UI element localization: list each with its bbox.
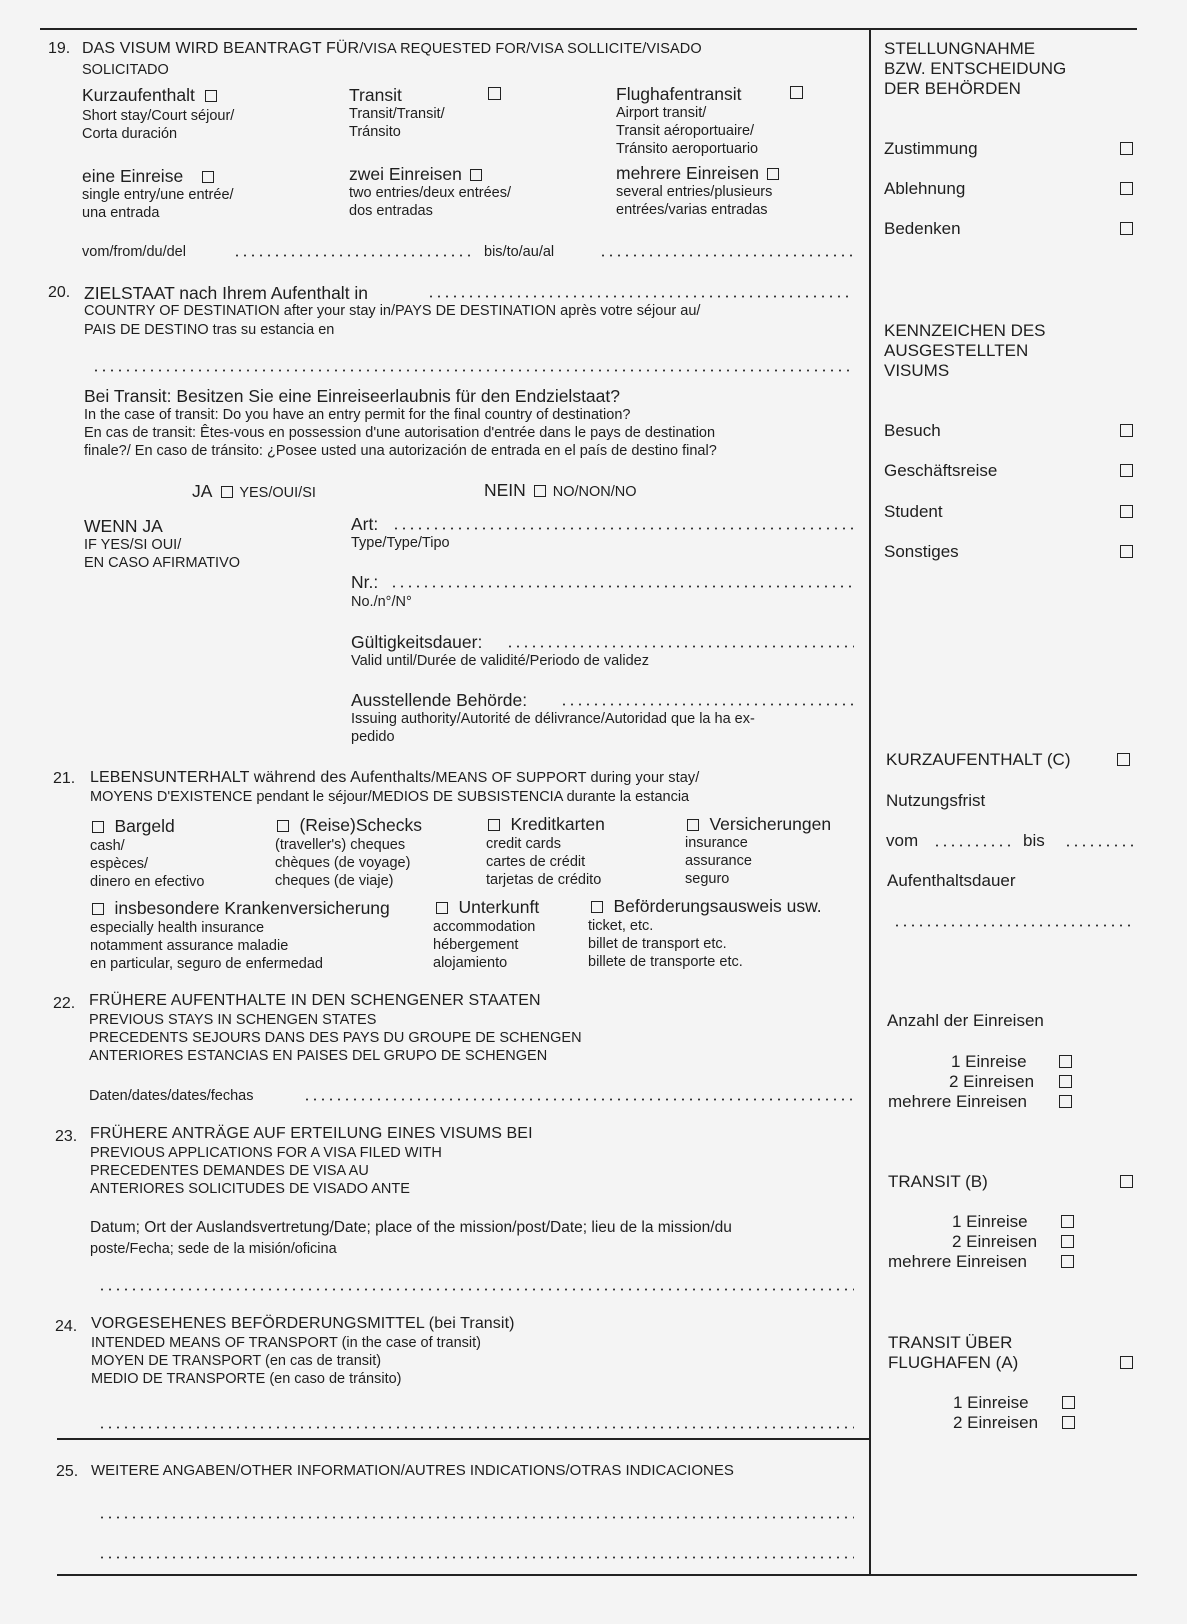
section-21-line2: MOYENS D'EXISTENCE pendant le séjour/MEDIOS DE SUBSISTENCIA durante la estancia [90,789,690,805]
datum-field[interactable] [98,1288,854,1291]
zwei-einreisen-sub1: two entries/deux entrées/ [349,185,512,201]
bargeld-sub2: espèces/ [90,856,149,872]
krankenversicherung-sub3: en particular, seguro de enfermedad [90,956,323,972]
kurzaufenthalt-label: Kurzaufenthalt [82,85,195,105]
befoerderungsausweis-sub2: billet de transport etc. [588,936,727,952]
zielstaat-field[interactable] [92,369,854,372]
ausstellende-label: Ausstellende Behörde: [351,690,528,710]
nein-rest: NO/NON/NO [552,484,637,500]
stellungnahme-heading-1: STELLUNGNAHME [884,39,1036,58]
vom-field[interactable] [233,254,473,257]
b-2-einreisen-checkbox[interactable] [1061,1235,1074,1248]
section-25-rule [57,1438,871,1440]
sonstiges-label: Sonstiges [884,542,959,561]
option-schecks[interactable] [277,815,422,836]
befoerderungsausweis-sub3: billete de transporte etc. [588,954,743,970]
section-19-number: 19. [48,40,71,57]
zwei-einreisen-sub2: dos entradas [349,203,433,219]
weitere-angaben-field-2[interactable] [98,1556,854,1559]
gueltigkeit-field[interactable] [506,645,854,648]
unterkunft-label: Unterkunft [458,897,540,917]
krankenversicherung-sub1: especially health insurance [90,920,265,936]
section-24-number: 24. [55,1318,78,1335]
nr-field[interactable] [390,585,854,588]
ja-rest: YES/OUI/SI [239,485,316,501]
anzahl-einreisen-label: Anzahl der Einreisen [887,1011,1044,1030]
schecks-sub1: (traveller's) cheques [275,837,406,853]
section-24-line2: INTENDED MEANS OF TRANSPORT (in the case of transit) [91,1335,481,1351]
ausstellende-sub1: Issuing authority/Autorité de délivrance/Autoridad que la ha ex- [351,711,755,727]
sonstiges-checkbox[interactable] [1120,545,1133,558]
if-yes-label: IF YES/SI OUI/ [84,537,182,553]
kreditkarten-checkbox[interactable] [488,819,500,831]
en-caso-label: EN CASO AFIRMATIVO [84,555,241,571]
stellungnahme-heading-3: DER BEHÖRDEN [884,79,1021,98]
bedenken-label: Bedenken [884,219,961,238]
versicherungen-label: Versicherungen [709,814,832,834]
option-zwei-einreisen[interactable] [349,164,482,185]
section-22-line2: PREVIOUS STAYS IN SCHENGEN STATES [89,1012,377,1028]
c-mehrere-einreisen-label: mehrere Einreisen [888,1092,1027,1111]
vom-label: vom/from/du/del [82,244,186,260]
art-sub: Type/Type/Tipo [351,535,450,551]
b-1-einreise-label: 1 Einreise [952,1212,1028,1231]
kennzeichen-heading-2: AUSGESTELLTEN [884,341,1029,360]
section-21-title-de: LEBENSUNTERHALT während des Aufenthalts [90,769,432,786]
c-mehrere-einreisen-checkbox[interactable] [1059,1095,1072,1108]
eine-einreise-checkbox[interactable] [202,171,214,183]
unterkunft-sub3: alojamiento [433,955,508,971]
section-23-title: FRÜHERE ANTRÄGE AUF ERTEILUNG EINES VISUMS BEI [90,1125,533,1142]
transit-b-checkbox[interactable] [1120,1175,1133,1188]
c-2-einreisen-checkbox[interactable] [1059,1075,1072,1088]
section-22-line4: ANTERIORES ESTANCIAS EN PAISES DEL GRUPO DE SCHENGEN [89,1048,548,1064]
top-rule [40,28,1137,30]
besuch-label: Besuch [884,421,941,440]
flughafentransit-checkbox[interactable] [790,86,803,99]
transit-sub2: Tránsito [349,124,401,140]
zielstaat-field-inline[interactable] [427,295,854,298]
art-label: Art: [351,514,379,534]
column-divider [869,28,871,1576]
versicherungen-sub2: assurance [685,853,752,869]
nutzung-bis-field[interactable] [1064,844,1136,847]
daten-label: Daten/dates/dates/fechas [89,1088,254,1104]
transit-flughafen-label-1: TRANSIT ÜBER [888,1333,1013,1352]
schecks-checkbox[interactable] [277,820,289,832]
nr-label: Nr.: [351,572,379,592]
bis-field[interactable] [599,254,854,257]
option-kurzaufenthalt[interactable] [82,85,217,106]
section-19-title-de: DAS VISUM WIRD BEANTRAGT FÜR [82,40,360,57]
versicherungen-sub3: seguro [685,871,730,887]
section-24-line3: MOYEN DE TRANSPORT (en cas de transit) [91,1353,382,1369]
student-checkbox[interactable] [1120,505,1133,518]
zwei-einreisen-label: zwei Einreisen [349,164,462,184]
a-1-einreise-checkbox[interactable] [1062,1396,1075,1409]
befoerderungsausweis-sub1: ticket, etc. [588,918,654,934]
bis-label: bis/to/au/al [484,244,555,260]
section-21-title [90,769,699,787]
zustimmung-label: Zustimmung [884,139,978,158]
transit-question-fr: En cas de transit: Êtes-vous en possession d'une autorisation d'entrée dans le pays de destination [84,425,716,441]
kreditkarten-label: Kreditkarten [510,814,605,834]
section-20-line3: PAIS DE DESTINO tras su estancia en [84,322,335,338]
kreditkarten-sub2: cartes de crédit [486,854,586,870]
section-23-number: 23. [55,1128,78,1145]
option-versicherungen[interactable] [687,814,831,835]
ablehnung-label: Ablehnung [884,179,966,198]
a-2-einreisen-label: 2 Einreisen [953,1413,1039,1432]
eine-einreise-sub2: una entrada [82,205,160,221]
kreditkarten-sub1: credit cards [486,836,561,852]
b-2-einreisen-label: 2 Einreisen [952,1232,1038,1251]
transit-flughafen-checkbox[interactable] [1120,1356,1133,1369]
aufenthaltsdauer-label: Aufenthaltsdauer [887,871,1016,890]
section-25-title: WEITERE ANGABEN/OTHER INFORMATION/AUTRES INDICATIONS/OTRAS INDICACIONES [91,1462,734,1479]
kurzaufenthalt-c-label: KURZAUFENTHALT (C) [886,750,1071,769]
schecks-sub3: cheques (de viaje) [275,873,394,889]
transit-b-label: TRANSIT (B) [888,1172,988,1191]
flughafentransit-sub2: Transit aéroportuaire/ [616,123,755,139]
transit-label: Transit [349,85,402,105]
krankenversicherung-sub2: notamment assurance maladie [90,938,289,954]
zwei-einreisen-checkbox[interactable] [470,169,482,181]
gueltigkeit-sub: Valid until/Durée de validité/Periodo de validez [351,653,649,669]
transit-question-de: Bei Transit: Besitzen Sie eine Einreiseerlaubnis für den Endzielstaat? [84,386,620,406]
nein-label: NEIN [484,480,526,500]
kurzaufenthalt-checkbox[interactable] [205,90,217,102]
kennzeichen-heading-1: KENNZEICHEN DES [884,321,1046,340]
c-1-einreise-label: 1 Einreise [951,1052,1027,1071]
krankenversicherung-label: insbesondere Krankenversicherung [114,898,390,918]
befoerderungsausweis-checkbox[interactable] [591,901,603,913]
option-mehrere-einreisen[interactable] [616,163,779,184]
section-23-line2: PREVIOUS APPLICATIONS FOR A VISA FILED WITH [90,1145,442,1161]
kreditkarten-sub3: tarjetas de crédito [486,872,602,888]
ja-label: JA [192,481,213,501]
stellungnahme-heading-2: BZW. ENTSCHEIDUNG [884,59,1067,78]
nutzungsfrist-label: Nutzungsfrist [886,791,986,810]
art-field[interactable] [392,527,854,530]
mehrere-einreisen-label: mehrere Einreisen [616,163,759,183]
nein-checkbox[interactable] [534,485,546,497]
b-mehrere-einreisen-label: mehrere Einreisen [888,1252,1027,1271]
unterkunft-sub1: accommodation [433,919,536,935]
bargeld-sub3: dinero en efectivo [90,874,205,890]
versicherungen-checkbox[interactable] [687,819,699,831]
section-21-title-rest: /MEANS OF SUPPORT during your stay/ [431,770,700,786]
c-2-einreisen-label: 2 Einreisen [949,1072,1035,1091]
section-20-title: ZIELSTAAT nach Ihrem Aufenthalt in [84,283,369,303]
transit-question-es: finale?/ En caso de tránsito: ¿Posee usted una autorización de entrada en el país de destino final? [84,443,717,459]
ja-checkbox[interactable] [221,486,233,498]
transport-field[interactable] [98,1426,854,1429]
versicherungen-sub1: insurance [685,835,748,851]
student-label: Student [884,502,943,521]
section-19-title-line2: SOLICITADO [82,62,169,78]
datum-label-1-text: Datum; Ort der Auslandsvertretung/Date; place of the mission/post/Date; lieu de la mission/du [90,1219,732,1236]
transit-flughafen-label-2: FLUGHAFEN (A) [888,1353,1019,1372]
zustimmung-checkbox[interactable] [1120,142,1133,155]
ausstellende-field[interactable] [560,703,854,706]
aufenthaltsdauer-field[interactable] [893,924,1136,927]
gueltigkeit-label: Gültigkeitsdauer: [351,632,483,652]
transit-checkbox[interactable] [488,87,501,100]
daten-field[interactable] [303,1098,854,1101]
section-22-line3: PRECEDENTS SEJOURS DANS DES PAYS DU GROUPE DE SCHENGEN [89,1030,582,1046]
kurzaufenthalt-sub1: Short stay/Court séjour/ [82,108,235,124]
section-22-number: 22. [53,995,76,1012]
besuch-checkbox[interactable] [1120,424,1133,437]
option-befoerderungsausweis[interactable] [591,896,822,917]
befoerderungsausweis-label: Beförderungsausweis usw. [613,896,822,916]
option-bargeld[interactable] [92,816,175,837]
bottom-rule [57,1574,1137,1576]
nutzung-vom-label: vom [886,831,919,850]
datum-label-2: poste/Fecha; sede de la misión/oficina [90,1241,337,1257]
flughafentransit-sub3: Tránsito aeroportuario [616,141,759,157]
b-mehrere-einreisen-checkbox[interactable] [1061,1255,1074,1268]
section-24-title: VORGESEHENES BEFÖRDERUNGSMITTEL (bei Transit) [91,1315,515,1332]
option-nein[interactable] [484,480,637,501]
krankenversicherung-checkbox[interactable] [92,903,104,915]
a-1-einreise-label: 1 Einreise [953,1393,1029,1412]
schecks-label: (Reise)Schecks [299,815,422,835]
mehrere-einreisen-checkbox[interactable] [767,168,779,180]
section-24-line4: MEDIO DE TRANSPORTE (en caso de tránsito) [91,1371,402,1387]
kennzeichen-heading-3: VISUMS [884,361,950,380]
option-kreditkarten[interactable] [488,814,605,835]
weitere-angaben-field-1[interactable] [98,1516,854,1519]
flughafentransit-sub1: Airport transit/ [616,105,707,121]
kurzaufenthalt-sub2: Corta duración [82,126,178,142]
bargeld-checkbox[interactable] [92,821,104,833]
section-22-title: FRÜHERE AUFENTHALTE IN DEN SCHENGENER STAATEN [89,992,541,1009]
eine-einreise-label: eine Einreise [82,166,184,186]
geschaeftsreise-label: Geschäftsreise [884,461,998,480]
ausstellende-sub2: pedido [351,729,395,745]
nutzung-bis-label: bis [1023,831,1045,850]
bargeld-sub1: cash/ [90,838,125,854]
wenn-ja-label: WENN JA [84,516,163,536]
ablehnung-checkbox[interactable] [1120,182,1133,195]
transit-question-en: In the case of transit: Do you have an entry permit for the final country of destination? [84,407,631,423]
b-1-einreise-checkbox[interactable] [1061,1215,1074,1228]
section-21-number: 21. [53,770,76,787]
datum-label-1 [90,1219,732,1237]
mehrere-einreisen-sub1: several entries/plusieurs [616,184,773,200]
section-23-line3: PRECEDENTES DEMANDES DE VISA AU [90,1163,369,1179]
mehrere-einreisen-sub2: entrées/varias entradas [616,202,768,218]
unterkunft-sub2: hébergement [433,937,519,953]
flughafentransit-label: Flughafentransit [616,84,742,104]
kurzaufenthalt-c-checkbox[interactable] [1117,753,1130,766]
schecks-sub2: chèques (de voyage) [275,855,411,871]
c-1-einreise-checkbox[interactable] [1059,1055,1072,1068]
section-25-number: 25. [56,1463,79,1480]
section-19-title-rest: /VISA REQUESTED FOR/VISA SOLLICITE/VISADO [359,41,702,57]
option-unterkunft[interactable] [436,897,539,918]
section-23-line4: ANTERIORES SOLICITUDES DE VISADO ANTE [90,1181,410,1197]
unterkunft-checkbox[interactable] [436,902,448,914]
option-eine-einreise[interactable] [82,166,214,187]
nr-sub: No./n°/N° [351,594,412,610]
eine-einreise-sub1: single entry/une entrée/ [82,187,234,203]
section-20-line2: COUNTRY OF DESTINATION after your stay in/PAYS DE DESTINATION après votre séjour au/ [84,303,701,319]
nutzung-vom-field[interactable] [933,844,1011,847]
geschaeftsreise-checkbox[interactable] [1120,464,1133,477]
section-19-title [82,40,702,58]
section-20-number: 20. [48,284,71,301]
transit-sub1: Transit/Transit/ [349,106,445,122]
option-ja[interactable] [192,481,316,502]
a-2-einreisen-checkbox[interactable] [1062,1416,1075,1429]
bargeld-label: Bargeld [114,816,175,836]
option-krankenversicherung[interactable] [92,898,390,919]
bedenken-checkbox[interactable] [1120,222,1133,235]
